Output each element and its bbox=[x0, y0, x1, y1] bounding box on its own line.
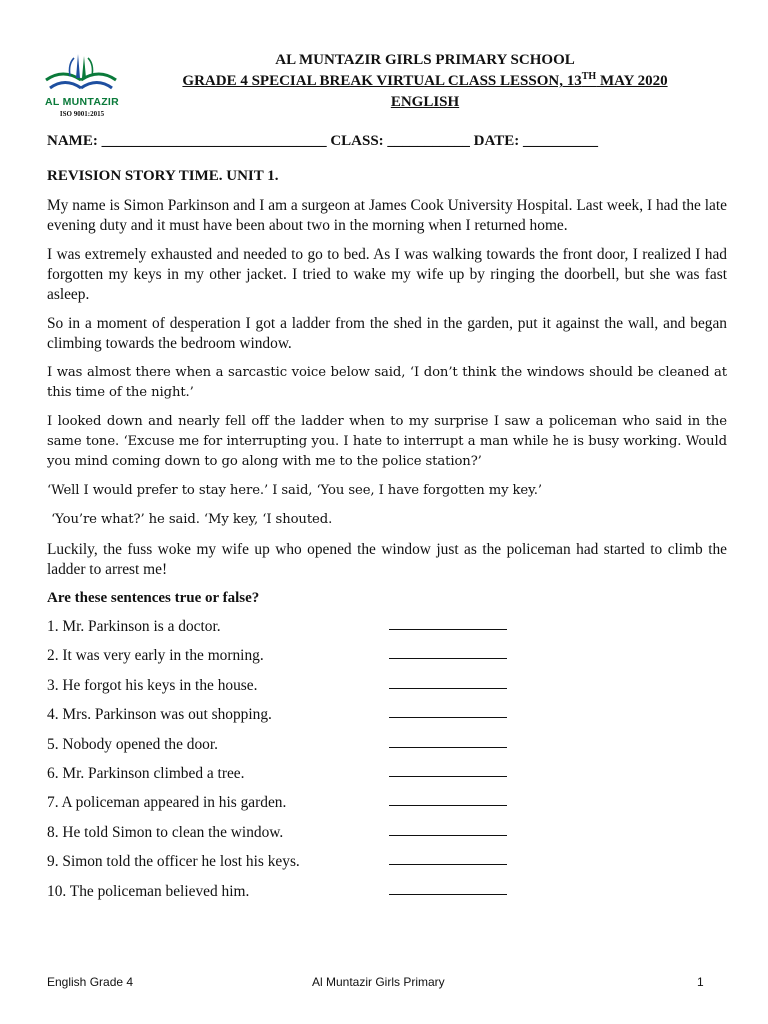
question-item bbox=[47, 676, 507, 705]
answer-blank[interactable] bbox=[389, 617, 507, 630]
question-text: 10. The policeman believed him. bbox=[47, 882, 250, 900]
lesson-title-sup: TH bbox=[581, 71, 597, 82]
school-title: AL MUNTAZIR GIRLS PRIMARY SCHOOL bbox=[275, 52, 575, 68]
lesson-title-tail: MAY 2020 bbox=[596, 73, 668, 89]
lesson-title-main: GRADE 4 SPECIAL BREAK VIRTUAL CLASS LESSON, 13 bbox=[182, 73, 582, 89]
question-item bbox=[47, 646, 507, 675]
answer-blank[interactable] bbox=[389, 646, 507, 659]
logo-name: AL MUNTAZIR bbox=[44, 96, 120, 108]
open-book-icon bbox=[46, 74, 116, 88]
question-item bbox=[47, 735, 507, 764]
story-paragraph: I was almost there when a sarcastic voice below said, ‘I don’t think the windows should be cleaned at this time of the night.’ bbox=[47, 365, 727, 400]
story-paragraph: ‘You’re what?’ he said. ‘My key, ‘I shouted. bbox=[47, 512, 333, 527]
question-item bbox=[47, 764, 507, 793]
question-text: 3. He forgot his keys in the house. bbox=[47, 676, 258, 694]
question-item bbox=[47, 793, 507, 822]
question-text: 5. Nobody opened the door. bbox=[47, 735, 218, 753]
student-fields-line: NAME: ______________________________ CLASS: ___________ DATE: __________ bbox=[47, 133, 598, 149]
question-list bbox=[47, 617, 507, 911]
story-paragraph: My name is Simon Parkinson and I am a surgeon at James Cook University Hospital. Last week, I had the late evening duty and it must have been about two in the morning when I returned home. bbox=[47, 197, 727, 234]
question-item bbox=[47, 617, 507, 646]
footer-left: English Grade 4 bbox=[47, 975, 134, 989]
lesson-title bbox=[120, 71, 730, 91]
page-number: 1 bbox=[697, 975, 704, 989]
question-text: 6. Mr. Parkinson climbed a tree. bbox=[47, 764, 245, 782]
question-text: 4. Mrs. Parkinson was out shopping. bbox=[47, 706, 272, 724]
answer-blank[interactable] bbox=[389, 676, 507, 689]
question-text: 8. He told Simon to clean the window. bbox=[47, 823, 284, 841]
footer-center: Al Muntazir Girls Primary bbox=[312, 975, 445, 989]
story-paragraph: ‘Well I would prefer to stay here.’ I said, ‘You see, I have forgotten my key.’ bbox=[47, 483, 542, 498]
story-paragraph: Luckily, the fuss woke my wife up who opened the window just as the policeman had started to climb the ladder to arrest me! bbox=[47, 541, 727, 578]
answer-blank[interactable] bbox=[389, 793, 507, 806]
question-text: 9. Simon told the officer he lost his keys. bbox=[47, 853, 300, 871]
question-text: 2. It was very early in the morning. bbox=[47, 647, 264, 665]
subject-title: ENGLISH bbox=[390, 94, 460, 110]
answer-blank[interactable] bbox=[389, 764, 507, 777]
question-text: 1. Mr. Parkinson is a doctor. bbox=[47, 618, 221, 635]
answer-blank[interactable] bbox=[389, 852, 507, 865]
story-paragraph: So in a moment of desperation I got a ladder from the shed in the garden, put it against the wall, and began climbing towards the bedroom window. bbox=[47, 315, 727, 352]
answer-blank[interactable] bbox=[389, 882, 507, 895]
true-false-title: Are these sentences true or false? bbox=[47, 590, 260, 606]
logo-iso: ISO 9001:2015 bbox=[59, 110, 105, 118]
section-title: REVISION STORY TIME. UNIT 1. bbox=[47, 168, 279, 184]
question-item bbox=[47, 852, 507, 881]
answer-blank[interactable] bbox=[389, 823, 507, 836]
story-paragraph: I was extremely exhausted and needed to go to bed. As I was walking towards the front door, I realized I had forgotten my keys in my other jacket. I tried to wake my wife up by ringing the doorbell, but she was fast asleep. bbox=[47, 246, 727, 303]
story-paragraph: I looked down and nearly fell off the ladder when to my surprise I saw a policeman who said in the same tone. ‘Excuse me for interrupting you. I hate to interrupt a man while he is busy working. Would you mind coming down to go along with me to the police station?’ bbox=[47, 414, 727, 469]
question-item bbox=[47, 882, 507, 911]
answer-blank[interactable] bbox=[389, 735, 507, 748]
question-item bbox=[47, 823, 507, 852]
answer-blank[interactable] bbox=[389, 705, 507, 718]
question-item bbox=[47, 705, 507, 734]
question-text: 7. A policeman appeared in his garden. bbox=[47, 794, 287, 812]
